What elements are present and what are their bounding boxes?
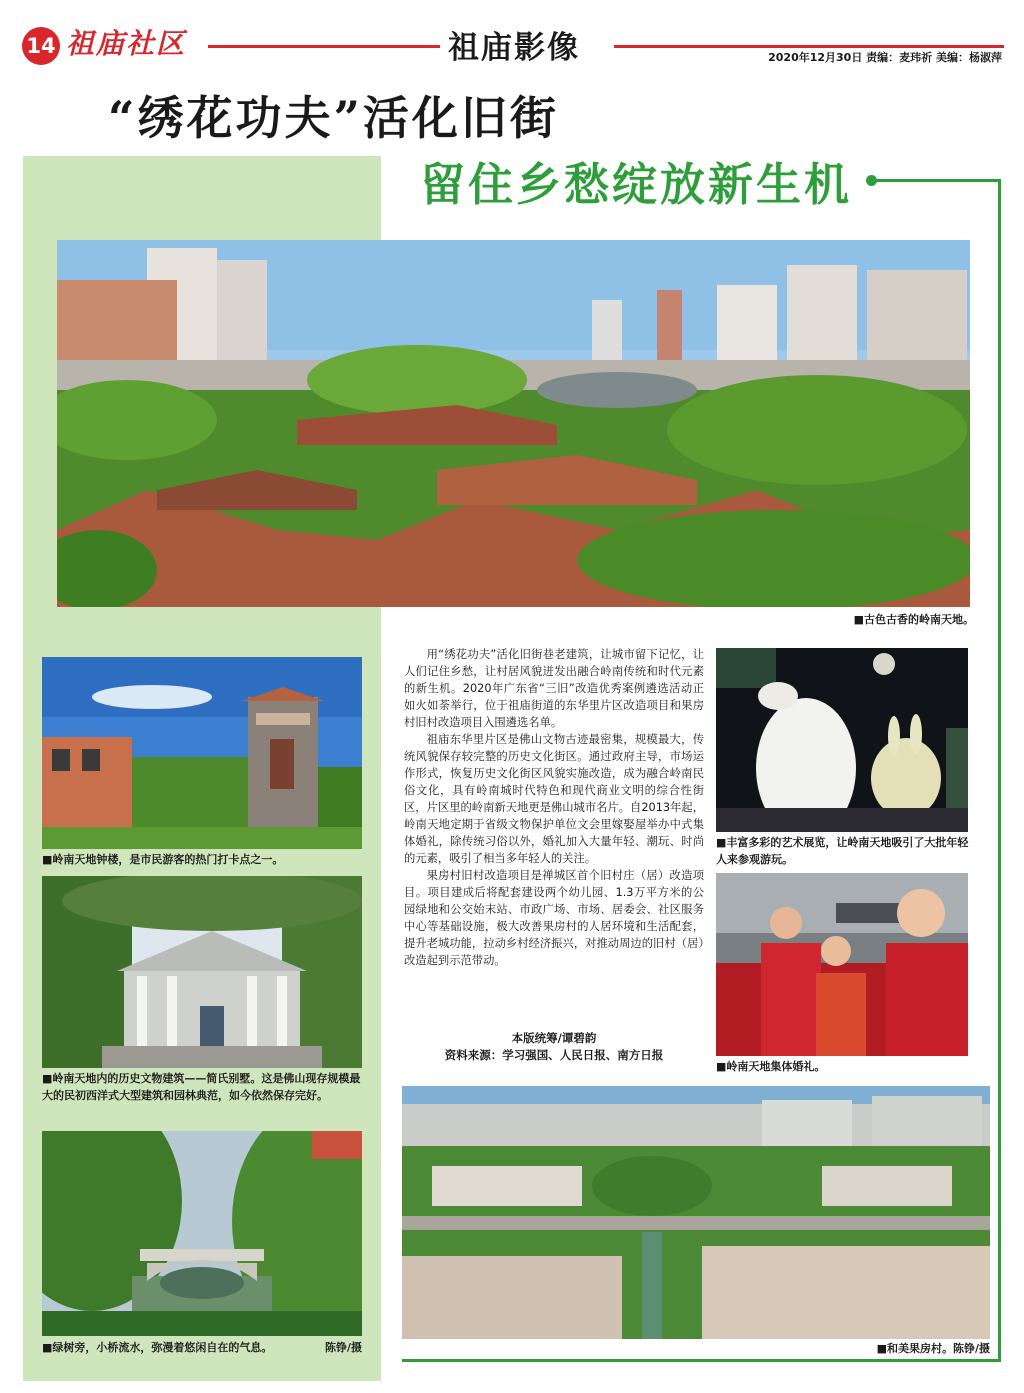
issue-date-editors: 2020年12月30日 责编：麦玮祈 美编：杨淑萍 xyxy=(768,51,1002,64)
photo-caption: ■岭南天地集体婚礼。 xyxy=(716,1060,826,1073)
photo-caption-text: ■绿树旁，小桥流水，弥漫着悠闲自在的气息。 xyxy=(42,1341,273,1354)
headline-sub: 留住乡愁绽放新生机 xyxy=(420,158,853,211)
article-credits xyxy=(404,1030,704,1064)
article-source: 资料来源：学习强国、人民日报、南方日报 xyxy=(444,1048,664,1062)
green-frame-line xyxy=(402,1359,1001,1362)
photo-caption: ■丰富多彩的艺术展览，让岭南天地吸引了大批年轻人来参观游玩。 xyxy=(716,836,969,866)
photo-group-wedding xyxy=(716,873,968,1056)
photo-caption: ■和美果房村。陈铮/摄 xyxy=(876,1342,990,1355)
photo-guofang-village-aerial xyxy=(402,1086,990,1339)
photo-art-exhibition xyxy=(716,648,968,832)
photo-stone-bridge xyxy=(42,1131,362,1336)
article-paragraph: 用“绣花功夫”活化旧街巷老建筑，让城市留下记忆，让人们记住乡愁，让村居风貌迸发出融合岭南传统和时代元素的新生机。2020年广东省“三旧”改造优秀案例遴选活动正如火如荼举行，位于祖庙街道的东华里片区改造项目和果房村旧村改造项目入围遴选名单。 xyxy=(404,648,704,729)
header-rule-right xyxy=(614,45,1004,48)
header-rule-left xyxy=(208,45,440,48)
article-paragraph: 果房村旧村改造项目是禅城区首个旧村庄（居）改造项目。项目建成后将配套建设两个幼儿园、1.3万平方米的公园绿地和公交始末站、市政广场、市场、居委会、社区服务中心等基础设施，极大改善果房村的人居环境和生活配套，提升老城功能，拉动乡村经济振兴，对推动周边的旧村（居）改造起到示范带动。 xyxy=(404,869,704,967)
column-title: 祖庙影像 xyxy=(448,30,580,66)
photo-lingnan-tiandi-rooftops xyxy=(57,240,970,607)
article-paragraph: 祖庙东华里片区是佛山文物古迹最密集，规模最大，传统风貌保存较完整的历史文化街区。通过政府主导，市场运作形式，恢复历史文化街区风貌实施改造，成为融合岭南民俗文化，具有岭南城时代特色和现代商业文明的综合性街区，片区里的岭南新天地更是佛山城市名片。自2013年起，岭南天地定期于省级文物保护单位文会里嫁娶屋举办中式集体婚礼，除传统习俗以外，婚礼加入大量年轻、潮玩、时尚的元素，吸引了相当多年轻人的关注。 xyxy=(404,733,704,865)
photo-caption: ■岭南天地钟楼，是市民游客的热门打卡点之一。 xyxy=(42,853,284,866)
photo-credit: 陈铮/摄 xyxy=(324,1341,362,1354)
photo-caption: ■岭南天地内的历史文物建筑——简氏别墅。这是佛山现存规模最大的民初西洋式大型建筑和园林典范，如今依然保存完好。 xyxy=(42,1072,361,1102)
section-logo: 祖庙社区 xyxy=(66,27,187,60)
photo-jian-villa xyxy=(42,876,362,1068)
green-frame-line xyxy=(872,179,1000,182)
article-editor: 本版统筹/谭碧韵 xyxy=(511,1031,597,1045)
photo-caption xyxy=(42,1339,362,1356)
green-frame-line xyxy=(998,179,1001,1362)
photo-caption: ■古色古香的岭南天地。 xyxy=(853,613,974,626)
article-body xyxy=(404,646,704,969)
photo-clock-tower xyxy=(42,657,362,849)
headline-main: “绣花功夫”活化旧街 xyxy=(108,91,559,145)
green-accent-block xyxy=(23,156,381,226)
page-number-badge: 14 xyxy=(22,27,60,65)
